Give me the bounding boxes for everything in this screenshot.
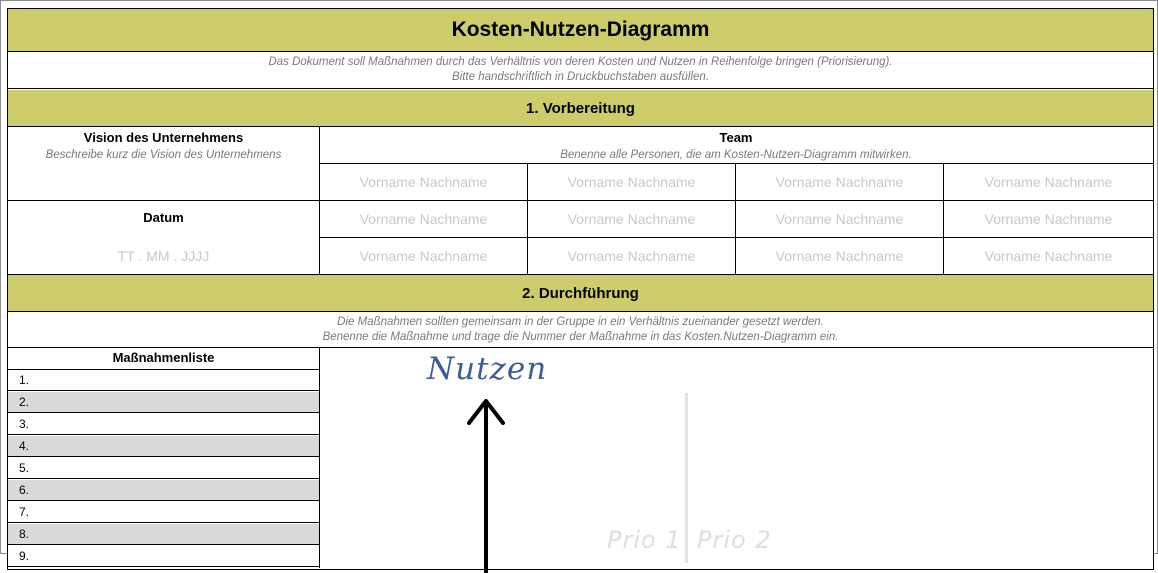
measure-row[interactable]: 8. [8,524,319,545]
intro-line-1: Das Dokument soll Maßnahmen durch das Verhältnis von deren Kosten und Nutzen in Reihenfolge bringen (Priorisierung). [268,56,893,68]
intro-text [8,52,1153,89]
form-sheet [7,8,1154,570]
up-arrow-icon [465,393,505,573]
measure-row[interactable]: 5. [8,458,319,479]
section-2-heading: 2. Durchführung [8,275,1153,312]
measure-row[interactable]: 2. [8,392,319,413]
datum-field[interactable]: TT . MM . JJJJ [117,248,210,264]
measure-row[interactable]: 9. [8,546,319,567]
team-label: Team [719,130,753,145]
priority-divider [685,393,688,563]
measure-row[interactable]: 7. [8,502,319,523]
cost-benefit-diagram [320,349,1153,569]
prio-1-label: Prio 1 [607,526,682,554]
intro-line-2: Bitte handschriftlich in Druckbuchstaben ausfüllen. [452,71,709,83]
team-member-field[interactable]: Vorname Nachname [567,248,696,264]
team-member-field[interactable]: Vorname Nachname [984,174,1113,190]
datum-label: Datum [143,210,184,225]
measure-row[interactable]: 1. [8,370,319,391]
axis-label-nutzen: Nutzen [427,351,548,387]
team-member-field[interactable]: Vorname Nachname [359,174,488,190]
section-2-instructions [8,312,1153,348]
measures-list-title: Maßnahmenliste [8,349,319,370]
prio-2-label: Prio 2 [697,526,772,554]
measure-row[interactable]: 4. [8,436,319,457]
instruction-line-1: Die Maßnahmen sollten gemeinsam in der Gruppe in ein Verhältnis zueinander gesetzt werden. [337,316,824,328]
instruction-line-2: Benenne die Maßnahme und trage die Nummer der Maßnahme in das Kosten.Nutzen-Diagramm ein. [322,331,839,343]
team-member-field[interactable]: Vorname Nachname [984,211,1113,227]
team-member-field[interactable]: Vorname Nachname [359,248,488,264]
team-member-field[interactable]: Vorname Nachname [775,211,904,227]
team-member-field[interactable]: Vorname Nachname [567,174,696,190]
measure-row[interactable]: 6. [8,480,319,501]
team-hint: Benenne alle Personen, die am Kosten-Nutzen-Diagramm mitwirken. [560,149,912,161]
vision-label: Vision des Unternehmens [83,130,244,145]
page-title: Kosten-Nutzen-Diagramm [8,9,1153,52]
team-member-field[interactable]: Vorname Nachname [359,211,488,227]
team-member-field[interactable]: Vorname Nachname [984,248,1113,264]
team-member-field[interactable]: Vorname Nachname [567,211,696,227]
team-member-field[interactable]: Vorname Nachname [775,248,904,264]
measure-row[interactable]: 3. [8,414,319,435]
vision-hint: Beschreibe kurz die Vision des Unternehmens [45,149,282,161]
section-1-heading: 1. Vorbereitung [8,90,1153,127]
team-member-field[interactable]: Vorname Nachname [775,174,904,190]
